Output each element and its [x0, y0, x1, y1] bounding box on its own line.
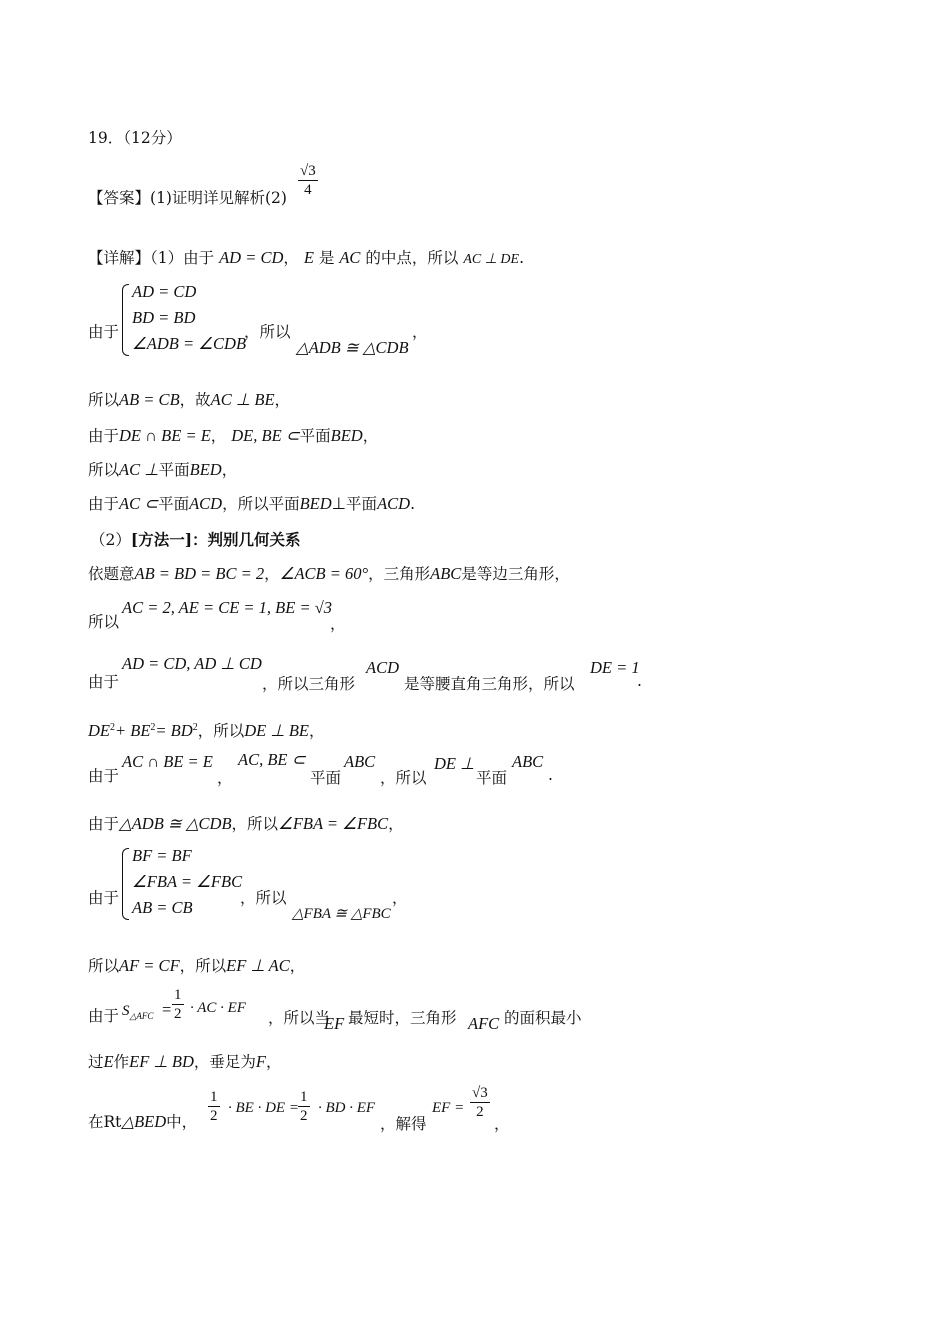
- text: 平面: [346, 495, 378, 513]
- math: DE ∩ BE = E: [119, 426, 211, 445]
- text: ，三角形: [368, 565, 431, 583]
- math: = BD: [155, 721, 193, 741]
- line-equilateral: [88, 564, 570, 584]
- math: △BED: [121, 1112, 167, 1131]
- frac-den: 2: [210, 1108, 218, 1124]
- math: ABC: [344, 752, 376, 771]
- math-afc: AFC: [468, 1014, 500, 1033]
- text: 过: [88, 1053, 104, 1071]
- answer-tag: 【答案】: [88, 189, 151, 207]
- sys1-prefix: 由于: [88, 323, 120, 341]
- math: · BD · EF: [318, 1100, 376, 1116]
- math: BED: [189, 460, 222, 479]
- math-exp: 2: [150, 722, 156, 733]
- line-de-cap-be: [88, 426, 378, 446]
- text: 依题意: [88, 565, 135, 583]
- text: 所以: [88, 957, 120, 975]
- math: · AC · EF: [190, 1000, 246, 1016]
- math-area-expr: [122, 1000, 153, 1022]
- text: 是等边三角形，: [461, 565, 570, 583]
- text: 由于: [88, 495, 120, 513]
- frac-num: 1: [174, 987, 182, 1003]
- math-ef-eq: EF =: [432, 1100, 465, 1116]
- math-eq: =: [162, 1000, 172, 1019]
- text: ，所以: [197, 722, 245, 741]
- math: BED: [330, 426, 363, 445]
- text: ，所以平面: [222, 495, 300, 513]
- text: 平面: [158, 461, 190, 479]
- frac-den: 2: [476, 1104, 484, 1120]
- detail-tag: 【详解】: [88, 249, 151, 267]
- line-plane-perp: [88, 494, 415, 514]
- math-e: E: [303, 248, 314, 267]
- math: AC ∩ BE = E: [122, 752, 213, 771]
- punct: .: [637, 672, 642, 690]
- text: ，故: [179, 391, 211, 409]
- frac-den: 2: [174, 1006, 182, 1022]
- sys1-brace: [122, 284, 129, 356]
- math: ∠FBA = ∠FBC: [278, 814, 389, 833]
- problem-header: [88, 128, 182, 148]
- punct: .: [410, 495, 415, 513]
- line-pythag: [88, 718, 325, 741]
- math: AB = CB: [119, 390, 180, 409]
- punct: ，: [266, 1053, 282, 1071]
- text: 是等腰直角三角形，所以: [404, 675, 575, 693]
- math: BED: [299, 494, 332, 513]
- punct: ，: [217, 769, 233, 787]
- part2-heading: [90, 530, 301, 550]
- text: ，所以三角形: [262, 675, 356, 693]
- math: ABC: [512, 752, 544, 771]
- math-sub: △AFC: [129, 1011, 154, 1022]
- frac-half-2: [206, 1088, 222, 1125]
- math-acd: ACD: [366, 658, 399, 677]
- math: + BE: [115, 721, 151, 741]
- problem-number: 19．: [88, 129, 124, 147]
- math: E: [103, 1052, 114, 1071]
- math-ac: AC: [339, 248, 361, 267]
- text: 作: [113, 1053, 130, 1071]
- answer-text: (1)证明详见解析(2): [150, 189, 287, 207]
- math-ad-cd: AD = CD, AD ⊥ CD: [122, 654, 262, 673]
- math-ac-perp-de: AC ⊥ DE: [463, 252, 520, 267]
- sys1-mid: ，所以: [244, 323, 291, 341]
- punct: ，: [330, 615, 346, 633]
- sys2-brace: [122, 848, 129, 920]
- sys1-row-2: BD = BD: [132, 308, 196, 327]
- math: AB = BD = BC = 2: [134, 564, 265, 583]
- math: AC, BE ⊂: [238, 750, 306, 769]
- text: 最短时，三角形: [348, 1009, 457, 1027]
- text: 所以: [88, 391, 120, 409]
- text: 平面: [158, 495, 190, 513]
- sys2-row-1: BF = BF: [132, 846, 192, 865]
- text: 在Rt: [88, 1113, 122, 1131]
- frac-half-3: [296, 1088, 312, 1125]
- detail-intro: （1）由于: [150, 249, 215, 267]
- math: AC ⊥ BE: [210, 390, 275, 409]
- math-exp: 2: [192, 722, 198, 733]
- punct: ，: [289, 957, 306, 975]
- math: EF ⊥ AC: [226, 956, 290, 975]
- frac-sqrt3-2: [468, 1084, 492, 1121]
- sys2-row-2: ∠FBA = ∠FBC: [132, 872, 243, 891]
- punct: .: [519, 249, 524, 267]
- frac-half-1: [170, 986, 186, 1023]
- line-de-perp-abc-prefix: 由于: [88, 767, 120, 785]
- text: 所以: [88, 461, 120, 479]
- math: DE ⊥ BE: [244, 721, 309, 741]
- sys1-conclusion: △ADB ≅ △CDB: [296, 338, 409, 357]
- sys1-row-1: AD = CD: [132, 282, 197, 301]
- text: 平面: [310, 769, 342, 787]
- text: 所以: [88, 613, 120, 631]
- line-perp-foot: [88, 1052, 282, 1072]
- punct: ，: [264, 565, 280, 583]
- punct: ，: [362, 427, 379, 445]
- text: 是: [318, 249, 335, 267]
- line-area-prefix: 由于: [88, 1007, 120, 1025]
- sys2-row-3: AB = CB: [132, 898, 193, 917]
- math: DE, BE ⊂: [231, 426, 300, 445]
- math-de-eq-1: DE = 1: [590, 658, 640, 677]
- math: AC ⊂: [119, 494, 159, 513]
- sys1-end: ，: [412, 323, 428, 341]
- line-lengths: [88, 612, 119, 632]
- text: 的面积最小: [504, 1009, 582, 1027]
- answer-fraction: [296, 162, 320, 199]
- math: DE: [88, 721, 110, 741]
- text: 中，: [166, 1113, 198, 1131]
- answer-line: [88, 188, 287, 208]
- punct: ，: [308, 722, 325, 741]
- frac-den: 2: [300, 1108, 308, 1124]
- frac-num: 1: [300, 1089, 308, 1105]
- text: ，解得: [380, 1115, 427, 1133]
- line-angle-eq: [88, 814, 404, 834]
- line-af-cf: [88, 956, 305, 976]
- sys2-end: ，: [392, 889, 408, 907]
- line-ab-cb: [88, 390, 290, 410]
- punct: ，: [274, 391, 291, 409]
- part2-method-title: [方法一]：判别几何关系: [130, 530, 301, 549]
- math-s: S: [122, 1003, 130, 1019]
- math: DE ⊥: [434, 754, 475, 773]
- text: 的中点，所以: [365, 249, 459, 267]
- sys2-mid: ，所以: [240, 889, 287, 907]
- text: 由于: [88, 427, 120, 445]
- punct: ，: [210, 427, 227, 445]
- punct: ，: [494, 1115, 510, 1133]
- math: ⊥: [331, 494, 347, 513]
- answer-frac-num: √3: [300, 163, 316, 179]
- math-ad-eq-cd: AD = CD: [219, 248, 284, 267]
- punct: ，: [388, 815, 404, 833]
- line-rt-prefix: [88, 1112, 197, 1132]
- punct: ，: [221, 461, 238, 479]
- punct: ，: [283, 249, 299, 267]
- math: AF = CF: [119, 956, 180, 975]
- frac-num: 1: [210, 1089, 218, 1105]
- math: ABC: [430, 564, 462, 583]
- math-exp: 2: [110, 722, 115, 733]
- sys2-conclusion: △FBA ≅ △FBC: [292, 906, 391, 922]
- math: · BE · DE =: [228, 1100, 299, 1116]
- detail-line-1: [88, 248, 524, 270]
- text: 平面: [299, 427, 331, 445]
- line-isosceles-prefix: 由于: [88, 673, 120, 691]
- sys1-row-3: ∠ADB = ∠CDB: [132, 334, 247, 353]
- text: 平面: [476, 769, 508, 787]
- math: ACD: [189, 494, 223, 513]
- text: ，所以: [380, 769, 427, 787]
- punct: .: [548, 766, 553, 784]
- math-ef: EF: [324, 1014, 345, 1033]
- text: 由于: [88, 815, 120, 833]
- math: AC ⊥: [119, 460, 159, 479]
- line-ac-perp-plane: [88, 460, 237, 480]
- math-lengths: AC = 2, AE = CE = 1, BE = √3: [122, 598, 333, 617]
- answer-frac-den: 4: [304, 182, 312, 198]
- problem-points: （12分）: [123, 129, 182, 147]
- text: ，所以: [179, 957, 227, 975]
- math: F: [255, 1052, 267, 1071]
- text: ，所以: [231, 815, 279, 833]
- math: EF ⊥ BD: [129, 1052, 194, 1071]
- math: ∠ACB = 60°: [279, 564, 369, 583]
- sys2-prefix: 由于: [88, 889, 120, 907]
- math: △ADB ≅ △CDB: [119, 814, 232, 833]
- text: ，垂足为: [193, 1053, 256, 1071]
- frac-num: √3: [472, 1085, 488, 1101]
- part2-number: （2）: [90, 531, 131, 549]
- math: ACD: [377, 494, 411, 513]
- text: ，所以当: [268, 1009, 331, 1027]
